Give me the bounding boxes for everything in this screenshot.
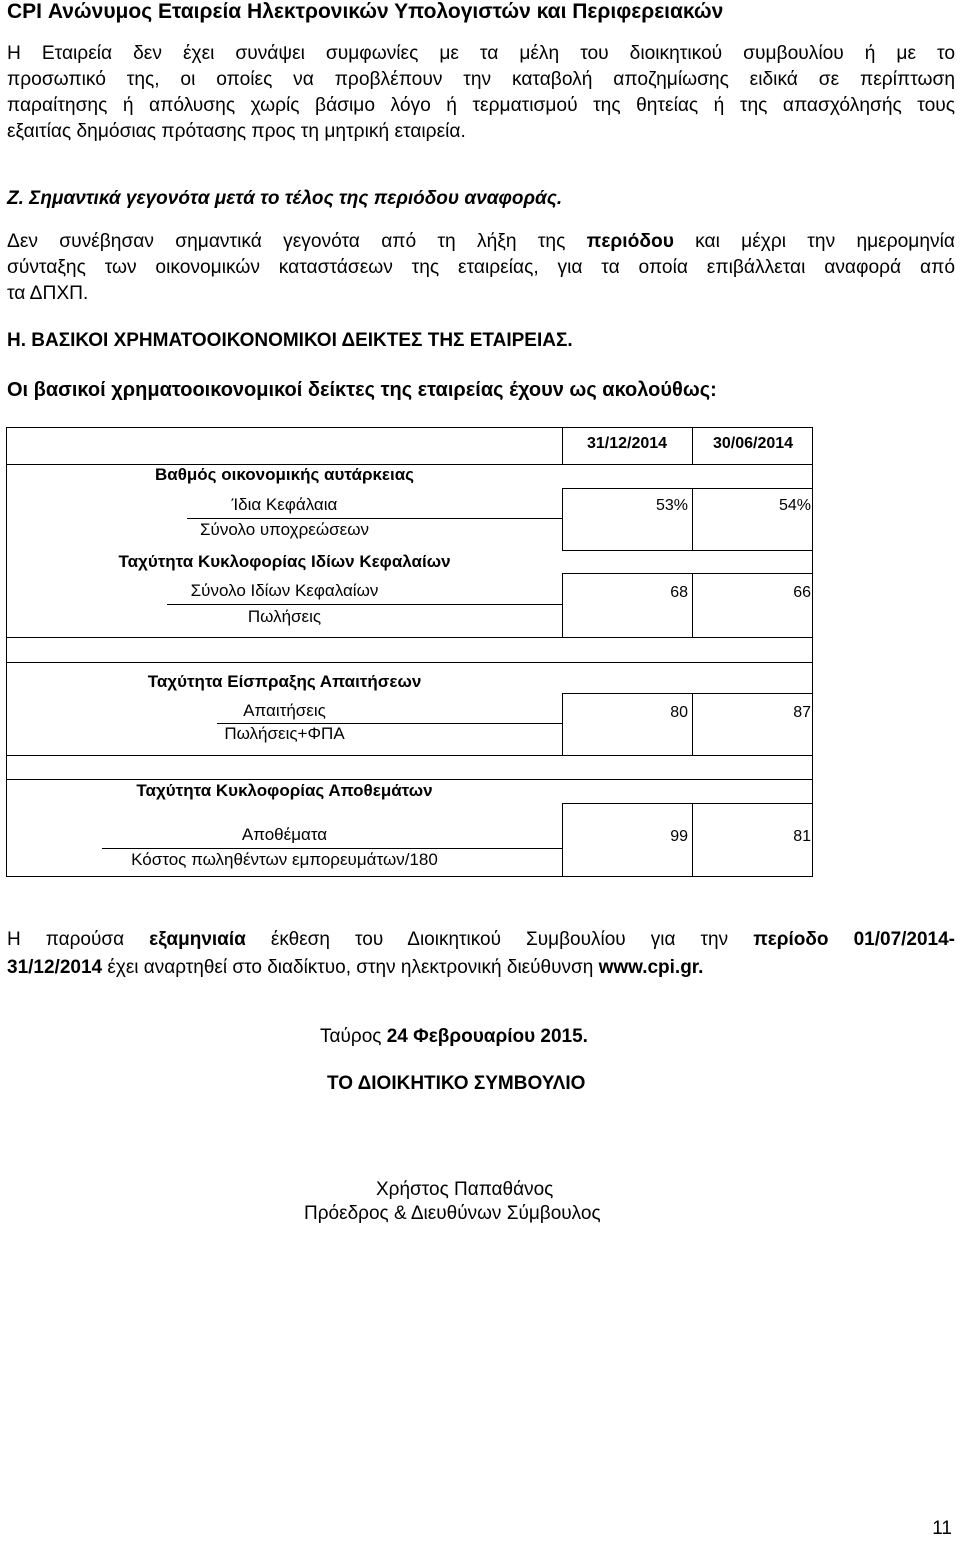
section-z-heading: Ζ. Σημαντικά γεγονότα μετά το τέλος της περιόδου αναφοράς. [7, 188, 563, 209]
paragraph-events [7, 229, 955, 307]
section-h-heading: Η. ΒΑΣΙΚΟΙ ΧΡΗΜΑΤΟΟΙΚΟΝΟΜΙΚΟΙ ΔΕΙΚΤΕΣ ΤΗΣ ΕΤΑΙΡΕΙΑΣ. [7, 330, 573, 351]
paragraph-line: 31/12/2014 έχει αναρτηθεί στο διαδίκτυο, στην ηλεκτρονική διεύθυνση www.cpi.gr. [7, 957, 704, 978]
ratio-denominator: Σύνολο υποχρεώσεων [200, 520, 369, 539]
document-header: CPI Ανώνυμος Εταιρεία Ηλεκτρονικών Υπολογιστών και Περιφερειακών [7, 0, 724, 23]
signer-title: Πρόεδρος & Διευθύνων Σύμβουλος [304, 1203, 601, 1224]
ratio-value-jun: 81 [793, 828, 811, 845]
ratio-numerator: Αποθέματα [241, 825, 328, 844]
paragraph-agreements [7, 41, 955, 145]
ratio-denominator: Κόστος πωληθέντων εμπορευμάτων/180 [131, 850, 438, 869]
ratio-value-dec: 68 [670, 584, 688, 601]
paragraph-line: τα ΔΠΧΠ. [7, 283, 89, 304]
ratio-value-jun: 54% [778, 497, 811, 514]
ratios-table [6, 427, 813, 877]
column-header-jun: 30/06/2014 [712, 435, 794, 452]
ratio-value-dec: 53% [655, 497, 688, 514]
paragraph-line: Η Εταιρεία δεν έχει συνάψει συμφωνίες με τα μέλη του διοικητικού συμβουλίου ή με το [7, 43, 955, 64]
ratio-title: Ταχύτητα Είσπραξης Απαιτήσεων [147, 672, 422, 691]
paragraph-line: εξαιτίας δημόσιας πρότασης προς τη μητρική εταιρεία. [7, 121, 466, 142]
ratio-denominator: Πωλήσεις [247, 607, 322, 626]
column-header-dec: 31/12/2014 [586, 435, 668, 452]
board-heading: ΤΟ ΔΙΟΙΚΗΤΙΚΟ ΣΥΜΒΟΥΛΙΟ [327, 1073, 586, 1094]
ratio-value-dec: 80 [670, 704, 688, 721]
ratio-value-jun: 66 [793, 584, 811, 601]
ratio-numerator: Σύνολο Ιδίων Κεφαλαίων [190, 581, 379, 600]
paragraph-line: παραίτησης ή απόλυσης χωρίς βάσιμο λόγο ή τερματισμού της θητείας ή της απασχόλησής τους [7, 95, 955, 116]
ratio-value-jun: 87 [793, 704, 811, 721]
paragraph-line: σύνταξης των οικονομικών καταστάσεων της εταιρείας, για τα οποία επιβάλλεται αναφορά από [7, 257, 955, 278]
ratios-intro: Οι βασικοί χρηματοοικονομικοί δείκτες της εταιρείας έχουν ως ακολούθως: [7, 379, 717, 401]
paragraph-line: Δεν συνέβησαν σημαντικά γεγονότα από τη λήξη της περιόδου και μέχρι την ημερομηνία [7, 231, 955, 252]
ratio-denominator: Πωλήσεις+ΦΠΑ [224, 724, 345, 743]
ratio-title: Ταχύτητα Κυκλοφορίας Αποθεμάτων [136, 781, 433, 800]
ratio-numerator: Ίδια Κεφάλαια [231, 495, 338, 514]
page-number: 11 [932, 1518, 952, 1539]
ratio-title: Βαθμός οικονομικής αυτάρκειας [154, 465, 415, 484]
ratio-value-dec: 99 [670, 828, 688, 845]
place-date: Ταύρος 24 Φεβρουαρίου 2015. [320, 1026, 588, 1047]
ratio-title: Ταχύτητα Κυκλοφορίας Ιδίων Κεφαλαίων [118, 552, 451, 571]
paragraph-line: Η παρούσα εξαμηνιαία έκθεση του Διοικητικού Συμβουλίου για την περίοδο 01/07/2014- [7, 929, 956, 950]
paragraph-line: προσωπικό της, οι οποίες να προβλέπουν την καταβολή αποζημίωσης ειδικά σε περίπτωση [7, 69, 955, 90]
signer-name: Χρήστος Παπαθάνος [376, 1179, 554, 1200]
ratio-numerator: Απαιτήσεις [243, 701, 326, 720]
publication-note [7, 926, 955, 982]
